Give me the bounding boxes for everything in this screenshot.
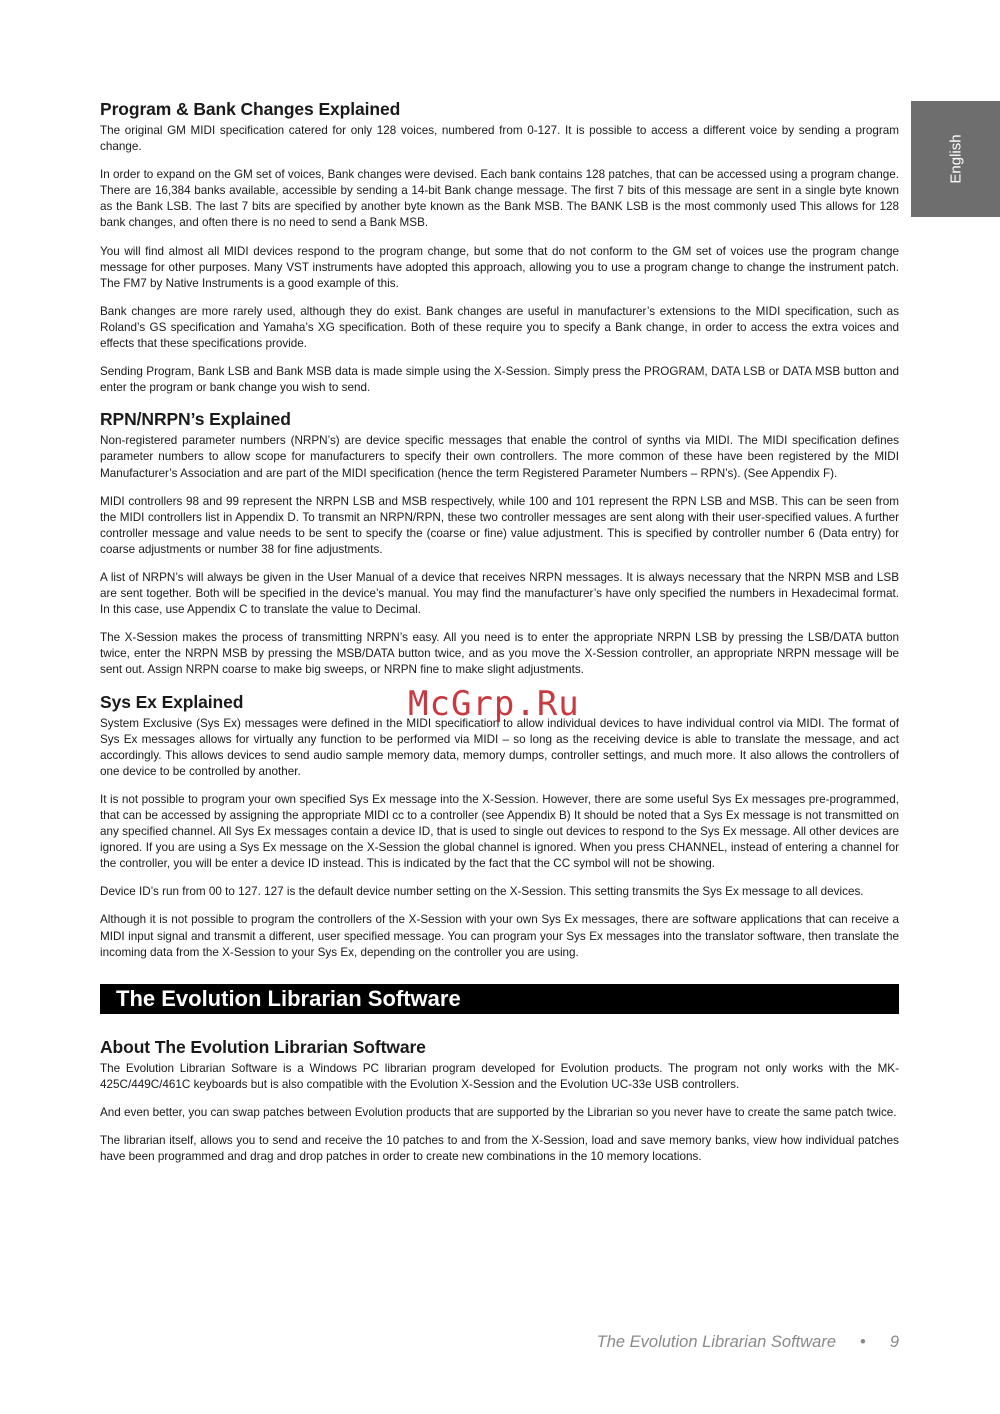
- paragraph: The librarian itself, allows you to send and receive the 10 patches to and from the X-Session, load and save memory banks, view how individual patches have been programmed and drag and drop patches in order to create new combinations in the 10 memory locations.: [100, 1134, 899, 1164]
- paragraph: The X-Session makes the process of transmitting NRPN’s easy. All you need is to enter the appropriate NRPN LSB by pressing the LSB/DATA button twice, enter the NRPN MSB by pressing the MSB/DATA button twice, and as you move the X-Session controller, an appropriate NRPN message will be sent out. Assign NRPN coarse to make big sweeps, or NRPN fine to make slight adjustments.: [100, 631, 899, 677]
- paragraph: Although it is not possible to program the controllers of the X-Session with your own Sys Ex messages, there are software applications that can receive a MIDI input signal and transmit a different, user specified message. You can program your Sys Ex messages into the translator software, then translate the incoming data from the X-Session to your Sys Ex, depending on the controller you are using.: [100, 913, 899, 959]
- paragraph: MIDI controllers 98 and 99 represent the NRPN LSB and MSB respectively, while 100 and 101 represent the RPN LSB and MSB. This can be seen from the MIDI controllers list in Appendix D. To transmit an NRPN/RPN, these two controller messages are sent along with their user-specified values. A further controller message and value needs to be sent to specify the (coarse or fine) value adjustment. This is specified by controller number 6 (Data entry) for coarse adjustments or number 38 for fine adjustments.: [100, 494, 899, 556]
- paragraph: Non-registered parameter numbers (NRPN’s) are device specific messages that enable the control of synths via MIDI. The MIDI specification defines parameter numbers to allow scope for manufacturers to specify their own controllers. The more common of these have been registered by the MIDI Manufacturer’s Association and are part of the MIDI specification (hence the term Registered Parameter Numbers – RPN’s). (See Appendix F).: [100, 434, 899, 480]
- paragraph: A list of NRPN’s will always be given in the User Manual of a device that receives NRPN messages. It is always necessary that the NRPN MSB and LSB are sent together. Both will be specified in the device’s manual. You may find the manufacturer’s have only specified the numbers in Hexadecimal format. In this case, use Appendix C to translate the value to Decimal.: [100, 570, 899, 617]
- paragraph: Device ID’s run from 00 to 127. 127 is the default device number setting on the X-Session. This setting transmits the Sys Ex message to all devices.: [100, 885, 864, 899]
- page-number: 9: [889, 1333, 899, 1351]
- section-rpn-nrpn: [100, 408, 899, 678]
- language-tab-label: English: [947, 134, 964, 184]
- paragraph: The original GM MIDI specification catered for only 128 voices, numbered from 0-127. It is possible to access a different voice by sending a program change.: [100, 124, 899, 154]
- paragraph: It is not possible to program your own specified Sys Ex message into the X-Session. However, there are some useful Sys Ex messages pre-programmed, that can be accessed by assigning the appropriate MIDI cc to a controller (see Appendix B) It should be noted that a Sys Ex message is not transmitted on any specified channel. All Sys Ex messages contain a device ID, that is used to single out devices to respond to the Sys Ex message. All other devices are ignored. If you are using a Sys Ex message on the X-Session the global channel is ignored. When you press CHANNEL, instead of entering a channel for the controller, you will be enter a device ID instead. This is indicated by the fact that the CC symbol will not be showing.: [100, 792, 899, 871]
- paragraph: And even better, you can swap patches between Evolution products that are supported by the Librarian so you never have to create the same patch twice.: [100, 1105, 897, 1119]
- page-content: [100, 98, 899, 1177]
- section-heading: About The Evolution Librarian Software: [100, 1036, 426, 1057]
- page-footer: [597, 1333, 899, 1352]
- section-about-librarian: [100, 1036, 899, 1165]
- section-heading: Sys Ex Explained: [100, 691, 244, 712]
- paragraph: System Exclusive (Sys Ex) messages were defined in the MIDI specification to allow individual devices to have individual control via MIDI. The format of Sys Ex messages allows for virtually any function to be performed via MIDI – so long as the receiving device is able to translate the message, and act accordingly. This allows devices to send audio sample memory data, memory dumps, controller settings, and much more. It also allows the controllers of one device to be controlled by another.: [100, 716, 899, 778]
- section-sys-ex: [100, 691, 899, 961]
- footer-title: The Evolution Librarian Software: [596, 1333, 837, 1351]
- section-heading: RPN/NRPN’s Explained: [100, 409, 291, 430]
- paragraph: Sending Program, Bank LSB and Bank MSB data is made simple using the X-Session. Simply press the PROGRAM, DATA LSB or DATA MSB button and enter the program or bank change you wish to send.: [100, 365, 899, 395]
- paragraph: The Evolution Librarian Software is a Windows PC librarian program developed for Evolution products. The program not only works with the MK-425C/449C/461C keyboards but is also compatible with the Evolution X-Session and the Evolution UC-33e USB controllers.: [100, 1061, 899, 1091]
- paragraph: You will find almost all MIDI devices respond to the program change, but some that do not conform to the GM set of voices use the program change message for other purposes. Many VST instruments have adopted this approach, allowing you to use a program change to change the instrument patch. The FM7 by Native Instruments is a good example of this.: [100, 244, 899, 290]
- language-tab: [911, 101, 1000, 217]
- paragraph: Bank changes are more rarely used, although they do exist. Bank changes are useful in manufacturer’s extensions to the MIDI specification, such as Roland’s GS specification and Yamaha’s XG specification. Both of these require you to specify a Bank change, in order to access the extra voices and effects that these specifications provide.: [100, 304, 899, 351]
- watermark: McGrp.Ru: [408, 684, 580, 724]
- section-program-bank: [100, 98, 899, 396]
- paragraph: In order to expand on the GM set of voices, Bank changes were devised. Each bank contains 128 patches, that can be accessed using a program change. There are 16,384 banks available, accessible by sending a 14-bit Bank change message. The first 7 bits of this message are sent in a single byte known as the Bank LSB. The last 7 bits are specified by another byte known as the Bank MSB. The BANK LSB is the most commonly used This allows for 128 bank changes, and often there is no need to send a Bank MSB.: [100, 168, 899, 230]
- footer-bullet: •: [860, 1333, 866, 1351]
- chapter-banner: The Evolution Librarian Software: [100, 984, 899, 1014]
- section-heading: Program & Bank Changes Explained: [100, 99, 401, 119]
